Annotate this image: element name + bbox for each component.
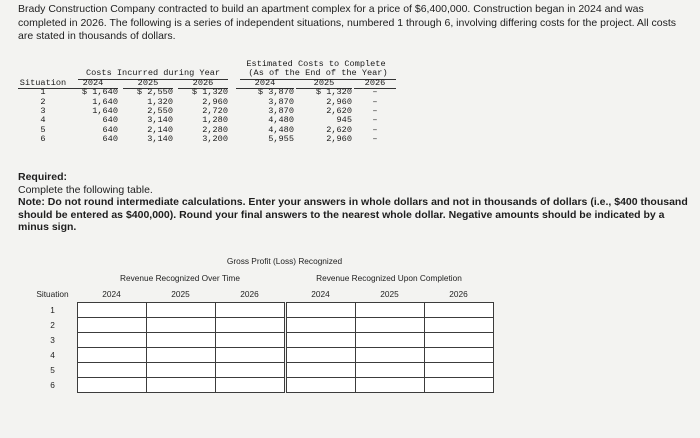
cost-cell-incurred-2025: 1,320 bbox=[147, 96, 173, 107]
answer-input-over-time-2025[interactable] bbox=[146, 377, 216, 393]
cost-cell-estimate-2025: 2,960 bbox=[326, 134, 352, 145]
answer-input-over-time-2024[interactable] bbox=[77, 377, 147, 393]
required-instruction: Complete the following table. bbox=[18, 183, 153, 196]
cost-cell-estimate-2026: – bbox=[372, 124, 378, 135]
year-header-over-time-2026: 2026 bbox=[240, 289, 259, 299]
answer-input-over-time-2024[interactable] bbox=[77, 302, 147, 318]
answer-input-over-time-2025[interactable] bbox=[146, 317, 216, 333]
answer-input-completion-2024[interactable] bbox=[286, 317, 356, 333]
year-header-completion-2025: 2025 bbox=[380, 289, 399, 299]
cost-cell-incurred-2026: 3,200 bbox=[202, 134, 228, 145]
answer-input-completion-2024[interactable] bbox=[286, 347, 356, 363]
cost-cell-estimate-2026: – bbox=[372, 105, 378, 116]
problem-intro: Brady Construction Company contracted to build an apartment complex for a price of $6,400,000. Construction began in 2024 and was completed in 2026. The following is a series of independent situations, numbered 1 through 6, involving differing costs for the project. All costs are stated in thousands of dollars. bbox=[18, 3, 676, 42]
answer-input-over-time-2026[interactable] bbox=[215, 317, 285, 333]
answer-input-completion-2026[interactable] bbox=[424, 332, 494, 348]
col-situation: Situation bbox=[19, 77, 67, 88]
situation-number: 6 bbox=[50, 380, 55, 390]
year-header-completion-2026: 2026 bbox=[449, 289, 468, 299]
cost-cell-incurred-2025: 2,140 bbox=[147, 124, 173, 135]
cost-cell-incurred-2026: 2,960 bbox=[202, 96, 228, 107]
answer-input-completion-2025[interactable] bbox=[355, 332, 425, 348]
situation-number: 5 bbox=[50, 365, 55, 375]
answer-input-over-time-2024[interactable] bbox=[77, 332, 147, 348]
required-section bbox=[18, 171, 688, 234]
answer-input-completion-2026[interactable] bbox=[424, 377, 494, 393]
required-note: Note: Do not round intermediate calculations. Enter your answers in whole dollars and not in thousands of dollars (i.e., $400 thousand should be entered as $400,000). Round your final answers to the nearest whole dollar. Negative amounts should be indicated by a minus sign. bbox=[18, 196, 688, 233]
situation-header: Situation bbox=[36, 289, 69, 299]
cost-cell-incurred-2025: 3,140 bbox=[147, 115, 173, 126]
cost-cell-estimate-2026: – bbox=[372, 96, 378, 107]
cost-cell-incurred-2026: 2,280 bbox=[202, 124, 228, 135]
costs-incurred-header: Costs Incurred during Year bbox=[78, 69, 228, 79]
answer-table bbox=[28, 256, 492, 390]
answer-input-over-time-2025[interactable] bbox=[146, 302, 216, 318]
col-estimate-2025: 2025 bbox=[296, 79, 352, 89]
answer-input-completion-2026[interactable] bbox=[424, 317, 494, 333]
cost-cell-situation: 4 bbox=[40, 115, 46, 126]
estimated-costs-header: Estimated Costs to Complete bbox=[246, 59, 386, 69]
cost-cell-situation: 3 bbox=[40, 105, 46, 116]
upon-completion-header: Revenue Recognized Upon Completion bbox=[316, 273, 462, 283]
answer-input-over-time-2024[interactable] bbox=[77, 362, 147, 378]
answer-input-completion-2026[interactable] bbox=[424, 302, 494, 318]
answer-input-over-time-2026[interactable] bbox=[215, 347, 285, 363]
answer-input-over-time-2025[interactable] bbox=[146, 332, 216, 348]
cost-cell-situation: 1 bbox=[40, 87, 46, 98]
required-label: Required: bbox=[18, 171, 68, 183]
answer-input-completion-2025[interactable] bbox=[355, 302, 425, 318]
cost-cell-estimate-2024: 4,480 bbox=[268, 124, 294, 135]
answer-input-over-time-2026[interactable] bbox=[215, 332, 285, 348]
cost-cell-estimate-2024: $ 3,870 bbox=[257, 87, 294, 98]
col-estimate-2026: 2026 bbox=[354, 79, 396, 89]
answer-input-over-time-2024[interactable] bbox=[77, 317, 147, 333]
cost-cell-incurred-2024: 640 bbox=[102, 115, 118, 126]
answer-input-completion-2026[interactable] bbox=[424, 347, 494, 363]
answer-input-over-time-2026[interactable] bbox=[215, 302, 285, 318]
cost-cell-incurred-2026: 1,280 bbox=[202, 115, 228, 126]
answer-input-over-time-2025[interactable] bbox=[146, 362, 216, 378]
cost-cell-situation: 6 bbox=[40, 134, 46, 145]
cost-cell-estimate-2025: 2,620 bbox=[326, 105, 352, 116]
cost-cell-incurred-2024: 640 bbox=[102, 134, 118, 145]
situation-number: 3 bbox=[50, 335, 55, 345]
col-incurred-2026: 2026 bbox=[178, 79, 228, 89]
cost-cell-estimate-2024: 3,870 bbox=[268, 105, 294, 116]
cost-cell-incurred-2024: 1,640 bbox=[92, 105, 118, 116]
answer-input-completion-2024[interactable] bbox=[286, 332, 356, 348]
cost-cell-estimate-2026: – bbox=[372, 115, 378, 126]
cost-cell-incurred-2025: $ 2,550 bbox=[136, 87, 173, 98]
year-header-over-time-2024: 2024 bbox=[102, 289, 121, 299]
cost-cell-incurred-2026: 2,720 bbox=[202, 105, 228, 116]
cost-cell-incurred-2024: $ 1,640 bbox=[81, 87, 118, 98]
col-incurred-2024: 2024 bbox=[68, 79, 118, 89]
gross-profit-header: Gross Profit (Loss) Recognized bbox=[226, 256, 343, 266]
cost-cell-estimate-2026: – bbox=[372, 87, 378, 98]
situation-number: 1 bbox=[50, 305, 55, 315]
answer-input-completion-2024[interactable] bbox=[286, 362, 356, 378]
estimated-costs-subheader: (As of the End of the Year) bbox=[240, 69, 396, 79]
answer-input-completion-2024[interactable] bbox=[286, 302, 356, 318]
answer-input-completion-2025[interactable] bbox=[355, 377, 425, 393]
cost-cell-situation: 5 bbox=[40, 124, 46, 135]
answer-input-completion-2025[interactable] bbox=[355, 362, 425, 378]
cost-cell-incurred-2025: 2,550 bbox=[147, 105, 173, 116]
cost-cell-estimate-2024: 5,955 bbox=[268, 134, 294, 145]
cost-cell-estimate-2026: – bbox=[372, 134, 378, 145]
over-time-header: Revenue Recognized Over Time bbox=[120, 273, 240, 283]
answer-input-over-time-2026[interactable] bbox=[215, 362, 285, 378]
answer-input-over-time-2026[interactable] bbox=[215, 377, 285, 393]
cost-cell-estimate-2025: 2,960 bbox=[326, 96, 352, 107]
col-incurred-2025: 2025 bbox=[123, 79, 173, 89]
situation-number: 2 bbox=[50, 320, 55, 330]
cost-cell-estimate-2025: $ 1,320 bbox=[315, 87, 352, 98]
cost-cell-incurred-2024: 1,640 bbox=[92, 96, 118, 107]
cost-cell-estimate-2024: 4,480 bbox=[268, 115, 294, 126]
answer-input-over-time-2025[interactable] bbox=[146, 347, 216, 363]
situation-number: 4 bbox=[50, 350, 55, 360]
cost-cell-incurred-2026: $ 1,320 bbox=[191, 87, 228, 98]
answer-input-completion-2024[interactable] bbox=[286, 377, 356, 393]
answer-input-over-time-2024[interactable] bbox=[77, 347, 147, 363]
cost-cell-estimate-2024: 3,870 bbox=[268, 96, 294, 107]
cost-cell-estimate-2025: 2,620 bbox=[326, 124, 352, 135]
col-estimate-2024: 2024 bbox=[236, 79, 294, 89]
cost-cell-incurred-2025: 3,140 bbox=[147, 134, 173, 145]
year-header-completion-2024: 2024 bbox=[311, 289, 330, 299]
answer-input-completion-2026[interactable] bbox=[424, 362, 494, 378]
cost-cell-situation: 2 bbox=[40, 96, 46, 107]
answer-input-completion-2025[interactable] bbox=[355, 347, 425, 363]
cost-cell-incurred-2024: 640 bbox=[102, 124, 118, 135]
cost-cell-estimate-2025: 945 bbox=[336, 115, 352, 126]
year-header-over-time-2025: 2025 bbox=[171, 289, 190, 299]
answer-input-completion-2025[interactable] bbox=[355, 317, 425, 333]
